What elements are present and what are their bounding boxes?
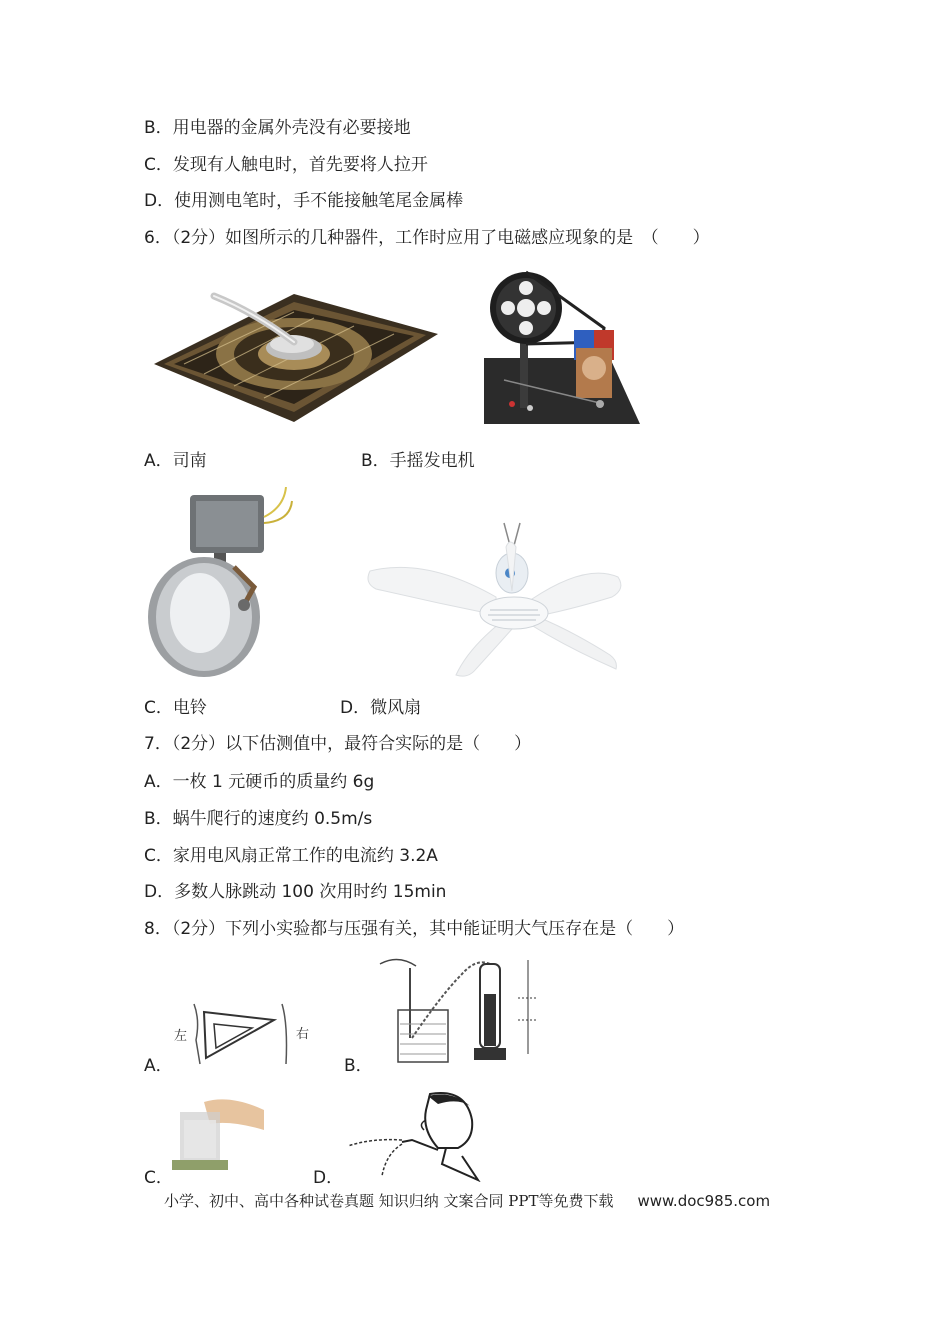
- q6-stem: 6．（2分）如图所示的几种器件，工作时应用了电磁感应现象的是 （ ）: [144, 228, 710, 248]
- electric-bell-image: [144, 487, 294, 680]
- q7-option-d: D．多数人脉跳动 100 次用时约 15min: [144, 882, 447, 902]
- q6-option-d-label: D．微风扇: [340, 698, 422, 718]
- q6-option-b-label: B．手摇发电机: [361, 451, 475, 471]
- triangle-ruler-figure: [170, 1000, 316, 1070]
- q6-option-c-label: C．电铃: [144, 698, 207, 718]
- q7-option-a: A．一枚 1 元硬币的质量约 6g: [144, 772, 375, 792]
- q5-option-c: C．发现有人触电时，首先要将人拉开: [144, 155, 428, 175]
- q7-option-c: C．家用电风扇正常工作的电流约 3.2A: [144, 846, 438, 866]
- q7-stem: 7．（2分）以下估测值中，最符合实际的是（ ）: [144, 734, 532, 754]
- micro-fan-image: [356, 517, 628, 679]
- q8-option-b-label: B．: [344, 1056, 373, 1076]
- fig-a-right-char: 右: [296, 1027, 310, 1042]
- q8-option-a-label: A．: [144, 1056, 173, 1076]
- hand-generator-image: [484, 268, 640, 428]
- q5-option-d: D．使用测电笔时，手不能接触笔尾金属棒: [144, 191, 464, 211]
- footer-text: 小学、初中、高中各种试卷真题 知识归纳 文案合同 PPT等免费下载: [164, 1192, 614, 1210]
- inverted-cup-figure: [170, 1090, 266, 1182]
- footer-url[interactable]: www.doc985.com: [637, 1192, 771, 1210]
- u-tube-manometer-figure: [372, 954, 548, 1072]
- q6-option-a-label: A．司南: [144, 451, 207, 471]
- q7-option-b: B．蜗牛爬行的速度约 0.5m/s: [144, 809, 373, 829]
- q8-option-c-label: C．: [144, 1168, 173, 1188]
- q5-option-b: B．用电器的金属外壳没有必要接地: [144, 118, 411, 138]
- sinan-compass-image: [144, 282, 438, 426]
- fig-a-left-char: 左: [174, 1029, 188, 1044]
- q8-option-d-label: D．: [313, 1168, 344, 1188]
- page-footer: [164, 1190, 770, 1212]
- q8-stem: 8．（2分）下列小实验都与压强有关，其中能证明大气压存在是（ ）: [144, 919, 685, 939]
- boy-blowing-figure: [342, 1090, 482, 1182]
